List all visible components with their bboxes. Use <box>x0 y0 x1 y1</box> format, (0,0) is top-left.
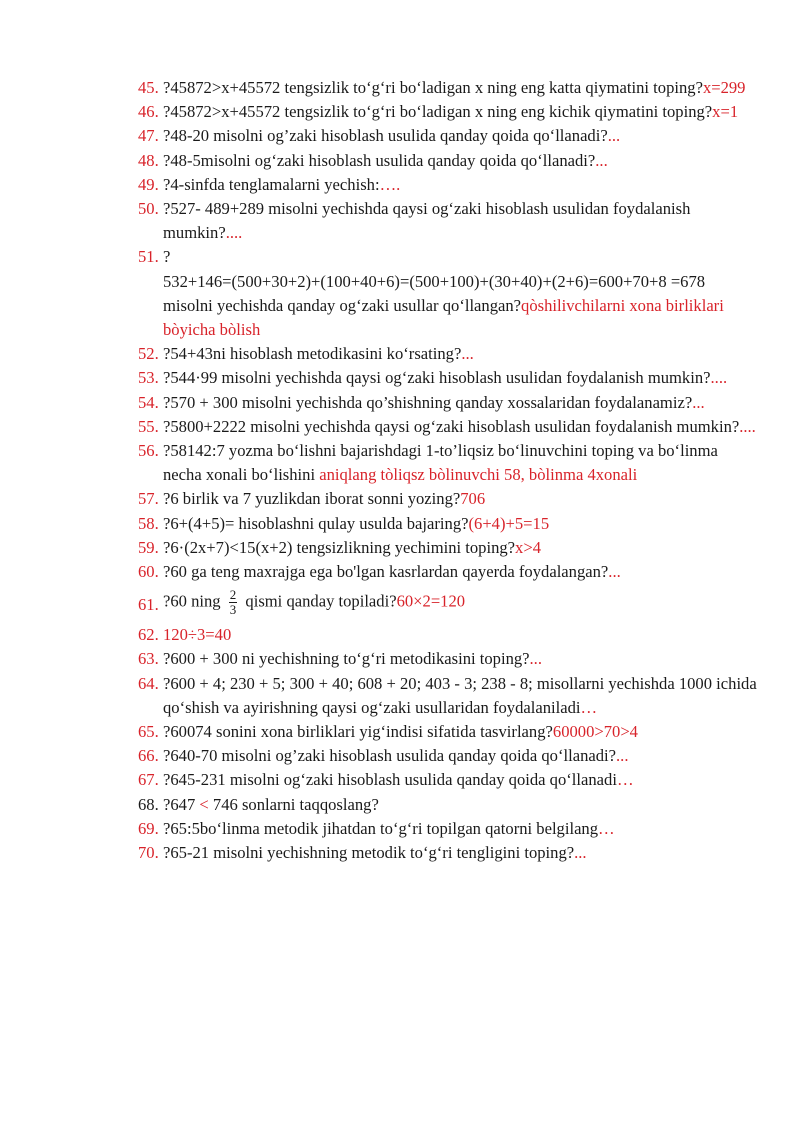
answer-text: ... <box>595 150 608 170</box>
item-number: 49. <box>138 174 159 194</box>
question-text: ?570 + 300 misolni yechishda qo’shishning qanday xossalaridan foydalanamiz? <box>163 392 693 412</box>
question-text: ?48-20 misolni og’zaki hisoblash usulida qanday qoida qo‘llanadi? <box>163 126 608 146</box>
question-text: ?45872>x+45572 tengsizlik to‘g‘ri bo‘ladigan x ning eng katta qiymatini toping? <box>163 78 703 97</box>
item-number: 66. <box>138 746 159 766</box>
question-text: ?645-231 misolni og‘zaki hisoblash usulida qanday qoida qo‘llanadi <box>163 770 617 790</box>
list-item <box>138 623 758 647</box>
item-number: 55. <box>138 416 159 436</box>
answer-text: < <box>199 794 209 814</box>
item-number: 51. <box>138 247 159 267</box>
answer-text: … <box>598 818 615 838</box>
answer-text: … <box>616 770 634 790</box>
answer-text: x=299 <box>702 78 746 97</box>
list-item <box>138 100 758 124</box>
list-item <box>138 245 758 342</box>
list-item <box>138 415 758 439</box>
list-item <box>138 391 758 415</box>
question-list <box>138 76 758 865</box>
list-item <box>138 439 758 487</box>
item-number: 58. <box>138 513 159 533</box>
list-item <box>138 124 758 148</box>
item-number: 64. <box>138 673 159 693</box>
item-number: 52. <box>138 344 159 364</box>
answer-text: .... <box>710 368 728 388</box>
question-text: ? <box>163 247 171 267</box>
item-number: 62. <box>138 625 159 645</box>
fraction-numerator: 2 <box>229 587 237 603</box>
list-item <box>138 512 758 536</box>
answer-text: … <box>580 697 598 717</box>
question-text: ?58142:7 yozma bo‘lishni bajarishdagi 1-to’liqsiz bo‘linuvchini toping va bo‘linma necha xonali bo‘lishini <box>163 441 718 485</box>
question-text: ?45872>x+45572 tengsizlik to‘g‘ri bo‘ladigan x ning eng kichik qiymatini toping? <box>163 102 713 122</box>
item-number: 67. <box>138 770 159 790</box>
question-text: ?65:5bo‘linma metodik jihatdan to‘g‘ri topilgan qatorni belgilang <box>163 818 599 838</box>
question-text: ?65-21 misolni yechishning metodik to‘g‘ri tengligini toping? <box>163 843 575 863</box>
question-text-cont: 532+146=(500+30+2)+(100+40+6)=(500+100)+(30+40)+(2+6)=600+70+8 =678 misolni yechishda qanday og‘zaki usullar qo‘llangan? <box>163 271 706 315</box>
answer-text: ... <box>692 392 705 412</box>
item-number: 69. <box>138 818 159 838</box>
answer-text: x=1 <box>712 102 739 122</box>
question-text: ?600 + 300 ni yechishning to‘g‘ri metodikasini toping? <box>163 649 530 669</box>
list-item <box>138 197 758 245</box>
item-number: 50. <box>138 199 159 219</box>
list-item <box>138 817 758 841</box>
question-text: ?54+43ni hisoblash metodikasini ko‘rsating? <box>163 344 462 364</box>
item-number: 46. <box>138 102 159 122</box>
question-text-cont: 746 sonlarni taqqoslang? <box>208 794 379 814</box>
item-number: 59. <box>138 537 159 557</box>
list-item <box>138 149 758 173</box>
list-item <box>138 672 758 720</box>
answer-text: …. <box>379 174 401 194</box>
question-text: ?640-70 misolni og’zaki hisoblash usulida qanday qoida qo‘llanadi? <box>163 746 617 766</box>
answer-text: ... <box>461 344 474 364</box>
question-text: ?600 + 4; 230 + 5; 300 + 40; 608 + 20; 403 - 3; 238 - 8; misollarni yechishda 1000 ichida qo‘shish va ayirishning qaysi og‘zaki usullaridan foydalaniladi <box>163 673 757 717</box>
answer-text: .... <box>225 223 243 243</box>
question-text: ?6 birlik va 7 yuzlikdan iborat sonni yozing? <box>163 489 461 509</box>
question-text: ?60074 sonini xona birliklari yig‘indisi sifatida tasvirlang? <box>163 722 553 742</box>
question-text: ?60 ning <box>163 591 225 611</box>
answer-text: 120÷3=40 <box>163 625 232 645</box>
item-number: 48. <box>138 150 159 170</box>
list-item <box>138 793 758 817</box>
list-item <box>138 720 758 744</box>
list-item <box>138 647 758 671</box>
item-number: 45. <box>138 78 159 97</box>
answer-text: aniqlang tòliqsz bòlinuvchi 58, bòlinma 4xonali <box>319 465 638 485</box>
list-item <box>138 841 758 865</box>
item-number: 47. <box>138 126 159 146</box>
fraction-denominator: 3 <box>229 602 237 618</box>
answer-text: 60000>70>4 <box>552 722 638 742</box>
list-item <box>138 173 758 197</box>
item-number: 56. <box>138 441 159 461</box>
list-item <box>138 744 758 768</box>
list-item <box>138 584 758 623</box>
answer-text: x>4 <box>515 537 541 557</box>
item-number: 65. <box>138 722 159 742</box>
item-number: 70. <box>138 843 159 863</box>
question-text: ?5800+2222 misolni yechishda qaysi og‘zaki hisoblash usulidan foydalanish mumkin? <box>163 416 740 436</box>
answer-text: (6+4)+5=15 <box>468 513 550 533</box>
answer-text: qòshilivchilarni xona birliklari bòyicha bòlish <box>163 295 724 340</box>
question-text: ?48-5misolni og‘zaki hisoblash usulida qanday qoida qo‘llanadi? <box>163 150 596 170</box>
answer-text: ... <box>607 126 621 146</box>
answer-text: .... <box>739 416 756 436</box>
answer-text: ... <box>616 746 629 766</box>
list-item <box>138 76 758 100</box>
question-text: ?527- 489+289 misolni yechishda qaysi og‘zaki hisoblash usulidan foydalanish mumkin? <box>163 199 691 243</box>
list-item <box>138 366 758 390</box>
list-item <box>138 768 758 792</box>
answer-text: ... <box>608 562 621 582</box>
item-number: 60. <box>138 562 159 582</box>
question-text: ?6+(4+5)= hisoblashni qulay usulda bajaring? <box>163 513 469 533</box>
item-number: 63. <box>138 649 159 669</box>
list-item <box>138 536 758 560</box>
question-text-cont: qismi qanday topiladi? <box>241 591 397 611</box>
item-number: 61. <box>138 595 159 615</box>
fraction <box>229 588 238 617</box>
list-item <box>138 560 758 584</box>
item-number: 53. <box>138 368 159 388</box>
question-text: ?544·99 misolni yechishda qaysi og‘zaki hisoblash usulidan foydalanish mumkin? <box>163 368 711 388</box>
list-item <box>138 487 758 511</box>
question-text: ?647 <box>163 794 200 814</box>
question-text: ?60 ga teng maxrajga ega bo'lgan kasrlardan qayerda foydalangan? <box>163 562 609 582</box>
item-number: 68. <box>138 794 159 814</box>
answer-text: 706 <box>460 489 486 509</box>
item-number: 57. <box>138 489 159 509</box>
answer-text: ... <box>529 649 542 669</box>
question-text: ?6·(2x+7)<15(x+2) tengsizlikning yechimini toping? <box>163 537 516 557</box>
item-number: 54. <box>138 392 159 412</box>
question-text: ?4-sinfda tenglamalarni yechish: <box>163 174 380 194</box>
answer-text: 60×2=120 <box>396 591 466 611</box>
list-item <box>138 342 758 366</box>
answer-text: ... <box>574 843 587 863</box>
